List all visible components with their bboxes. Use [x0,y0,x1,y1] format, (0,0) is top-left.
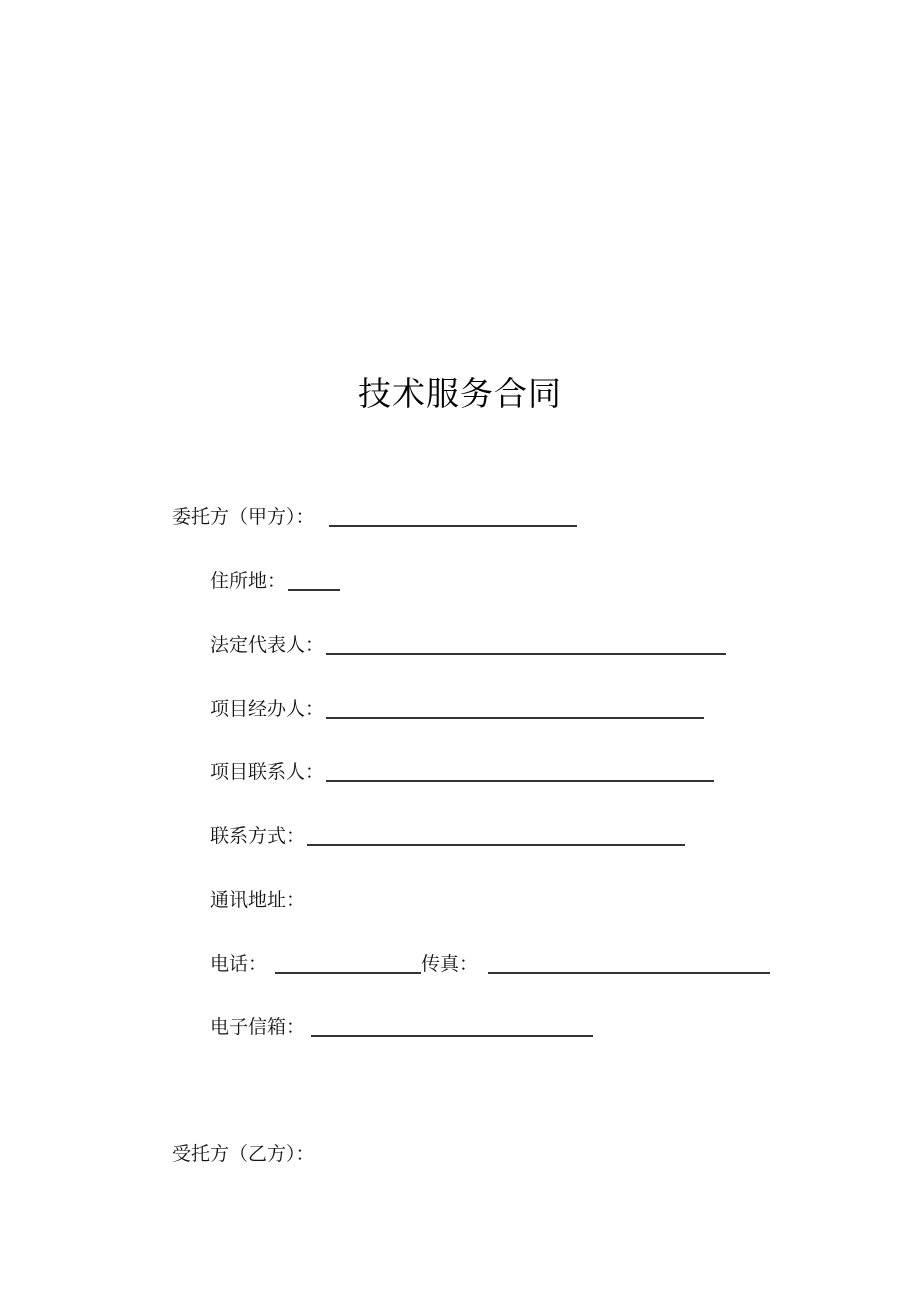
party-a-heading-row [172,505,577,529]
party-b-heading-row [172,1142,315,1166]
email-row [210,1015,593,1039]
contact-method-label: 联系方式： [210,825,306,847]
email-blank[interactable] [311,1035,593,1037]
phone-fax-row [210,952,770,976]
phone-blank[interactable] [275,972,421,974]
project-contact-label: 项目联系人： [210,761,325,783]
party-b-heading: 受托方（乙方）： [172,1143,315,1165]
address-row [210,569,340,593]
project-manager-label: 项目经办人： [210,698,325,720]
mailing-address-row [210,888,305,912]
contact-method-blank[interactable] [307,844,685,846]
fax-blank[interactable] [488,972,770,974]
project-contact-row [210,760,714,784]
legal-rep-blank[interactable] [326,653,726,655]
phone-label: 电话： [210,953,268,975]
mailing-address-label: 通讯地址： [210,889,306,911]
address-label: 住所地： [210,570,287,592]
fax-label: 传真： [421,953,479,975]
party-a-name-blank[interactable] [329,525,577,527]
email-label: 电子信箱： [210,1016,306,1038]
document-title: 技术服务合同 [358,374,562,413]
project-contact-blank[interactable] [326,780,714,782]
legal-rep-label: 法定代表人： [210,634,325,656]
project-manager-blank[interactable] [326,717,704,719]
party-a-heading: 委托方（甲方）： [172,506,315,528]
legal-rep-row [210,633,726,657]
contact-method-row [210,824,685,848]
project-manager-row [210,697,704,721]
address-blank[interactable] [288,589,340,591]
